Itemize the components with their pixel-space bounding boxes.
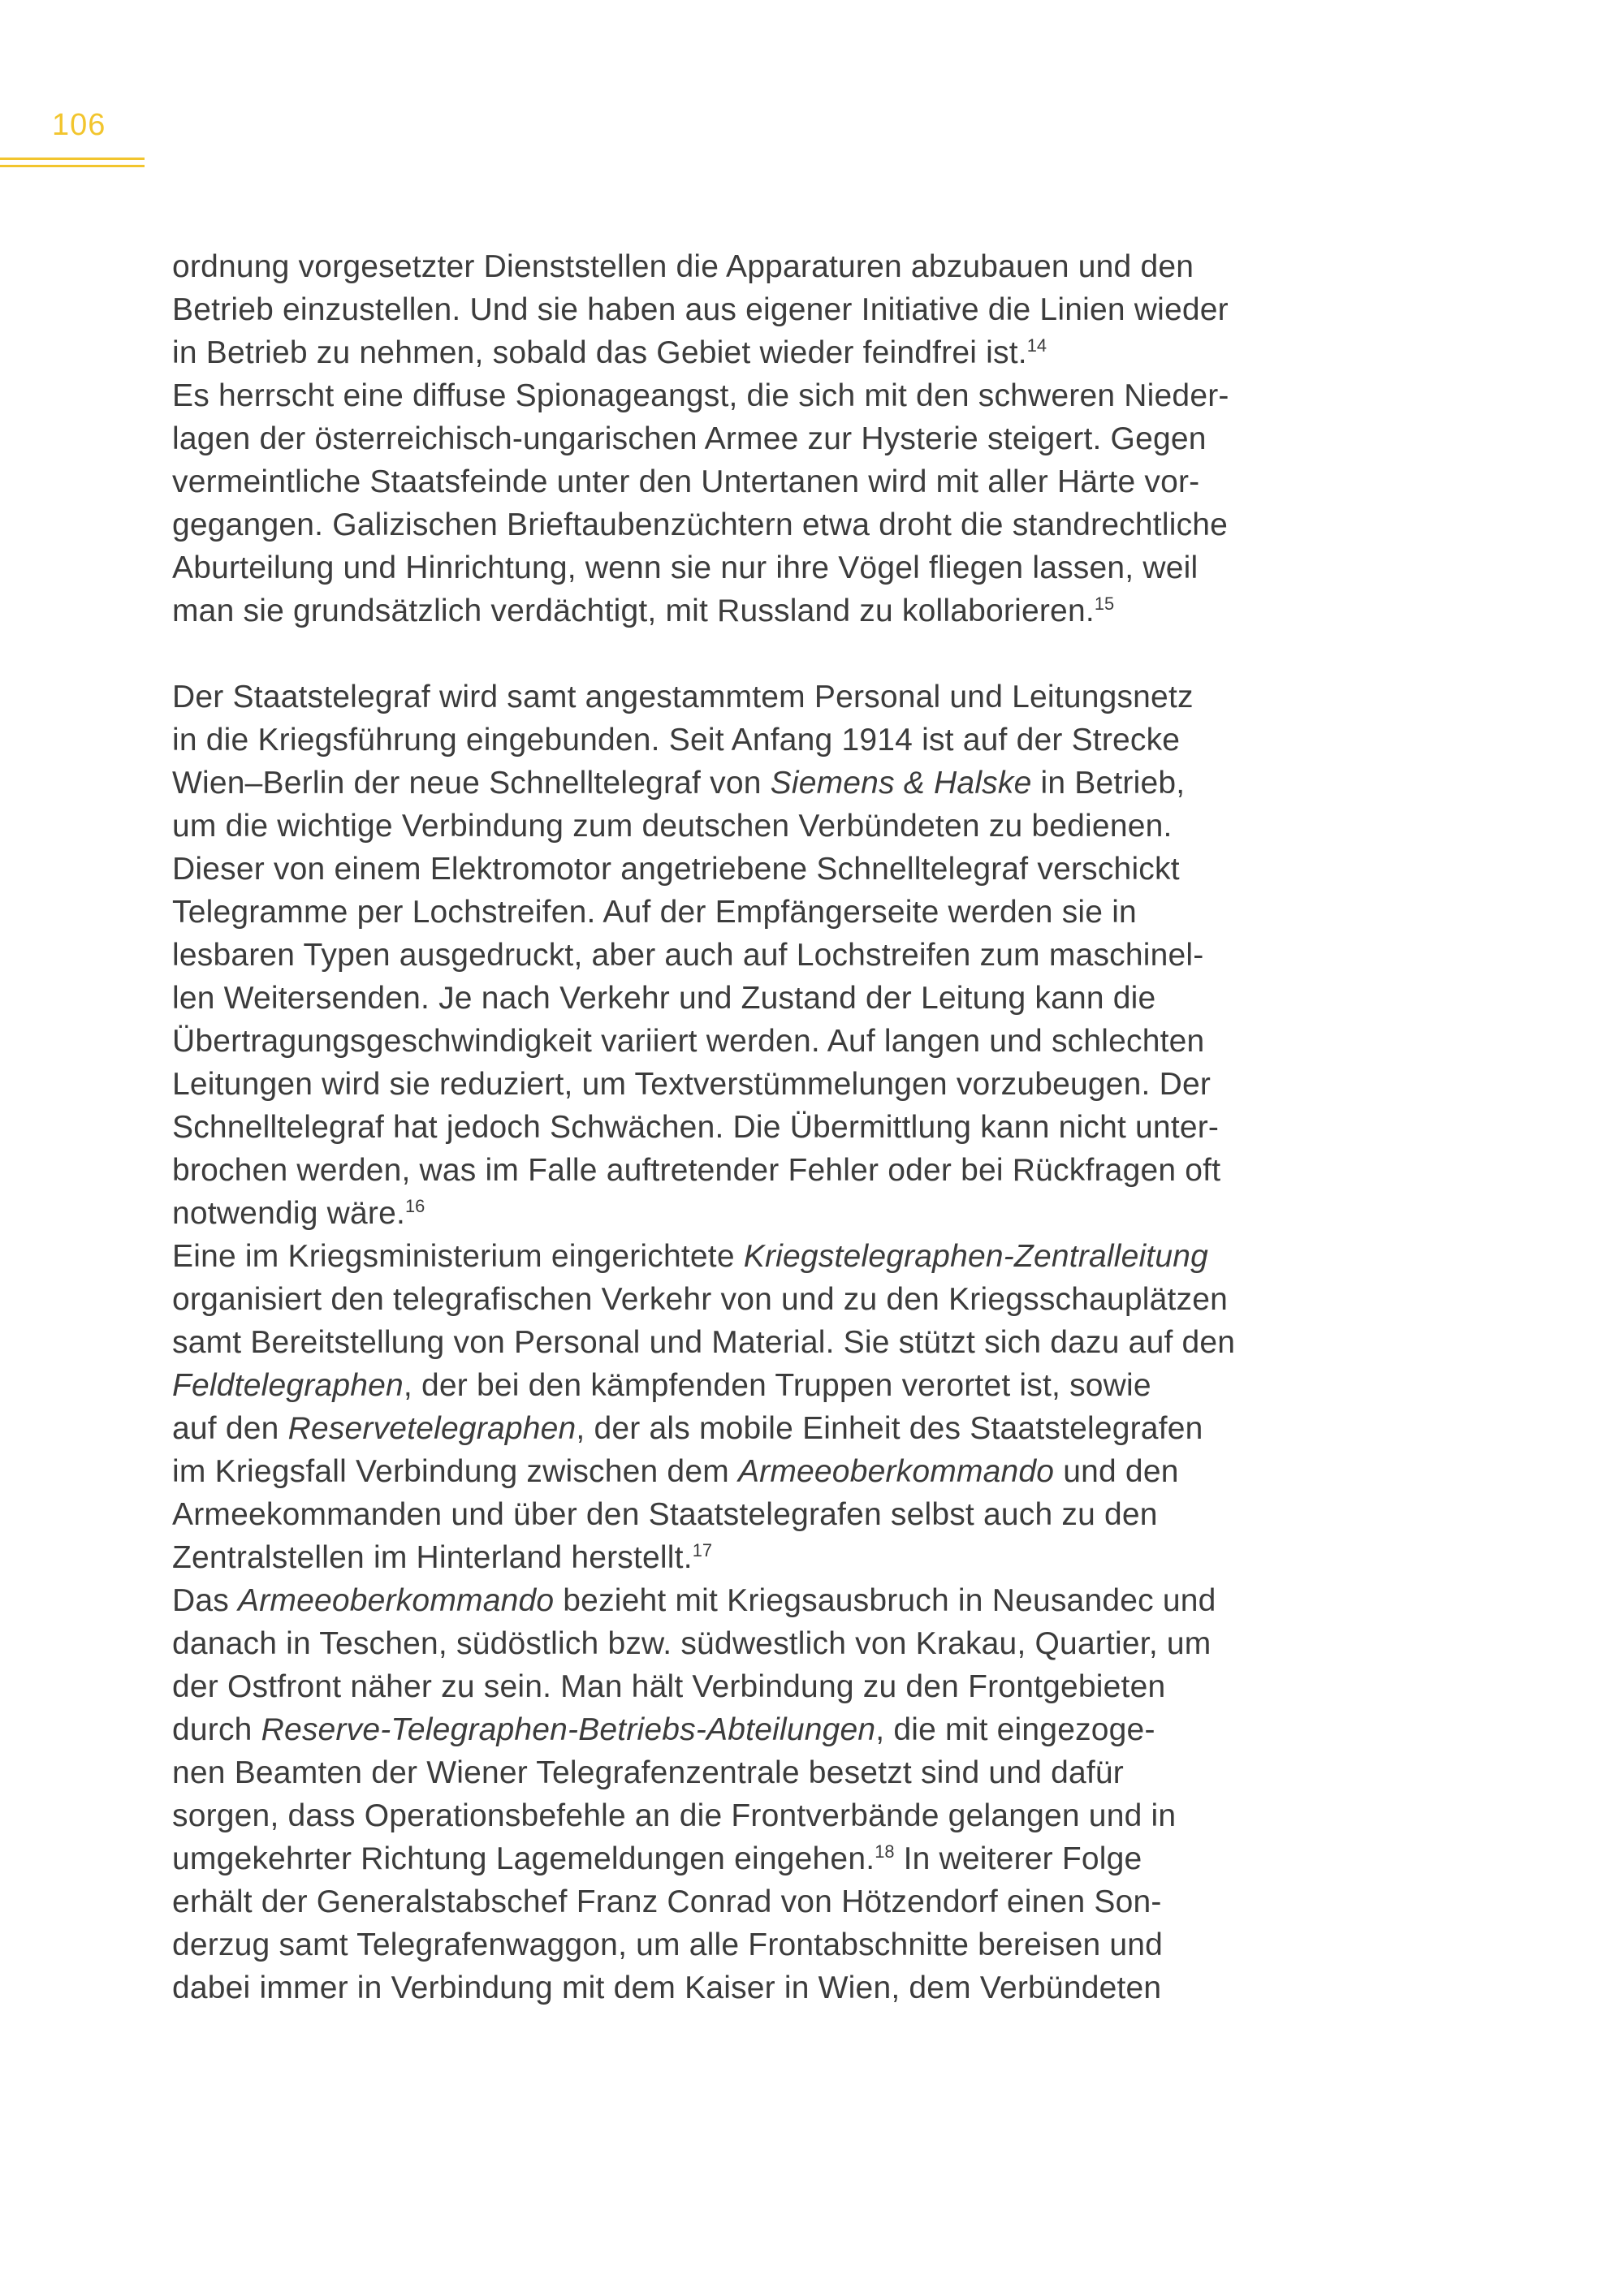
text-line bbox=[172, 1235, 1374, 1278]
text-segment: um die wichtige Verbindung zum deutschen Verbündeten zu bedienen. bbox=[172, 809, 1173, 844]
text-line bbox=[172, 503, 1374, 546]
text-line bbox=[172, 288, 1374, 331]
body-paragraph bbox=[172, 245, 1374, 374]
text-segment: Wien–Berlin der neue Schnelltelegraf von bbox=[172, 766, 771, 801]
text-segment: derzug samt Telegrafenwaggon, um alle Frontabschnitte bereisen und bbox=[172, 1927, 1164, 1962]
text-segment: Leitungen wird sie reduziert, um Textverstümmelungen vorzubeugen. Der bbox=[172, 1067, 1212, 1102]
text-line bbox=[172, 1192, 1374, 1235]
text-segment: lesbaren Typen ausgedruckt, aber auch auf Lochstreifen zum maschinel- bbox=[172, 938, 1204, 973]
footnote-ref: 18 bbox=[875, 1841, 895, 1862]
italic-term: Feldtelegraphen bbox=[172, 1368, 404, 1403]
text-segment: der Ostfront näher zu sein. Man hält Verbindung zu den Frontgebieten bbox=[172, 1669, 1166, 1704]
accent-double-rule bbox=[0, 158, 145, 167]
text-segment: samt Bereitstellung von Personal und Material. Sie stützt sich dazu auf den bbox=[172, 1325, 1236, 1360]
text-segment: Eine im Kriegsministerium eingerichtete bbox=[172, 1239, 744, 1274]
text-line bbox=[172, 1106, 1374, 1149]
page-number: 106 bbox=[52, 108, 106, 142]
italic-term: Reservetelegraphen bbox=[287, 1411, 577, 1446]
text-line bbox=[172, 1278, 1374, 1321]
text-line bbox=[172, 1020, 1374, 1063]
text-segment: vermeintliche Staatsfeinde unter den Untertanen wird mit aller Härte vor- bbox=[172, 464, 1200, 499]
text-line bbox=[172, 1450, 1374, 1493]
text-line bbox=[172, 1880, 1374, 1923]
footnote-ref: 17 bbox=[692, 1540, 713, 1560]
text-line bbox=[172, 1493, 1374, 1536]
text-line bbox=[172, 245, 1374, 288]
text-line bbox=[172, 1321, 1374, 1364]
text-segment: durch bbox=[172, 1712, 261, 1747]
body-paragraph bbox=[172, 1579, 1374, 2009]
text-segment: auf den bbox=[172, 1411, 288, 1446]
text-line bbox=[172, 1063, 1374, 1106]
footnote-ref: 15 bbox=[1094, 594, 1115, 614]
text-segment: organisiert den telegrafischen Verkehr von und zu den Kriegsschauplätzen bbox=[172, 1282, 1229, 1317]
text-segment: Aburteilung und Hinrichtung, wenn sie nur ihre Vögel fliegen lassen, weil bbox=[172, 550, 1199, 585]
text-line bbox=[172, 460, 1374, 503]
text-segment: Es herrscht eine diffuse Spionageangst, die sich mit den schweren Nieder- bbox=[172, 378, 1229, 413]
italic-term: Reserve-Telegraphen-Betriebs-Abteilungen bbox=[261, 1712, 876, 1747]
text-segment: Schnelltelegraf hat jedoch Schwächen. Die Übermittlung kann nicht unter- bbox=[172, 1110, 1220, 1145]
footnote-ref: 16 bbox=[405, 1196, 425, 1216]
text-segment: In weiterer Folge bbox=[894, 1841, 1142, 1876]
text-segment: Telegramme per Lochstreifen. Auf der Empfängerseite werden sie in bbox=[172, 895, 1137, 930]
body-paragraph bbox=[172, 1235, 1374, 1579]
text-segment: Zentralstellen im Hinterland herstellt. bbox=[172, 1540, 693, 1575]
text-segment: dabei immer in Verbindung mit dem Kaiser in Wien, dem Verbündeten bbox=[172, 1970, 1162, 2005]
text-line bbox=[172, 1407, 1374, 1450]
text-line bbox=[172, 1794, 1374, 1837]
body-paragraph bbox=[172, 374, 1374, 632]
text-line bbox=[172, 1751, 1374, 1794]
text-segment: in Betrieb, bbox=[1031, 766, 1186, 801]
text-segment: in Betrieb zu nehmen, sobald das Gebiet wieder feindfrei ist. bbox=[172, 335, 1027, 370]
text-segment: umgekehrter Richtung Lagemeldungen eingehen. bbox=[172, 1841, 875, 1876]
text-line bbox=[172, 1149, 1374, 1192]
text-line bbox=[172, 977, 1374, 1020]
text-segment: lagen der österreichisch-ungarischen Armee zur Hysterie steigert. Gegen bbox=[172, 421, 1207, 456]
text-line bbox=[172, 589, 1374, 632]
text-line bbox=[172, 676, 1374, 719]
text-segment: len Weitersenden. Je nach Verkehr und Zustand der Leitung kann die bbox=[172, 981, 1156, 1016]
text-segment: Das bbox=[172, 1583, 238, 1618]
italic-term: Armeeoberkommando bbox=[737, 1454, 1055, 1489]
text-line bbox=[172, 719, 1374, 762]
text-segment: danach in Teschen, südöstlich bzw. südwestlich von Krakau, Quartier, um bbox=[172, 1626, 1212, 1661]
text-segment: , der als mobile Einheit des Staatstelegrafen bbox=[576, 1411, 1203, 1446]
text-segment: , die mit eingezoge- bbox=[875, 1712, 1155, 1747]
text-line bbox=[172, 1923, 1374, 1966]
text-line bbox=[172, 374, 1374, 417]
text-line bbox=[172, 417, 1374, 460]
text-line bbox=[172, 934, 1374, 977]
body-paragraph bbox=[172, 676, 1374, 1235]
text-segment: sorgen, dass Operationsbefehle an die Frontverbände gelangen und in bbox=[172, 1798, 1177, 1833]
text-line bbox=[172, 546, 1374, 589]
text-line bbox=[172, 848, 1374, 891]
footnote-ref: 14 bbox=[1026, 335, 1047, 356]
text-segment: nen Beamten der Wiener Telegrafenzentrale besetzt sind und dafür bbox=[172, 1755, 1124, 1790]
text-segment: Der Staatstelegraf wird samt angestammtem Personal und Leitungsnetz bbox=[172, 680, 1194, 714]
text-segment: man sie grundsätzlich verdächtigt, mit Russland zu kollaborieren. bbox=[172, 594, 1095, 628]
text-line bbox=[172, 1364, 1374, 1407]
text-segment: und den bbox=[1054, 1454, 1179, 1489]
text-line bbox=[172, 331, 1374, 374]
text-block bbox=[172, 245, 1374, 2009]
text-segment: , der bei den kämpfenden Truppen verortet ist, sowie bbox=[403, 1368, 1151, 1403]
text-line bbox=[172, 1536, 1374, 1579]
text-line bbox=[172, 1837, 1374, 1880]
text-segment: Betrieb einzustellen. Und sie haben aus eigener Initiative die Linien wieder bbox=[172, 292, 1229, 327]
italic-term: Kriegstelegraphen-Zentralleitung bbox=[743, 1239, 1209, 1274]
text-line bbox=[172, 891, 1374, 934]
text-segment: im Kriegsfall Verbindung zwischen dem bbox=[172, 1454, 738, 1489]
text-line bbox=[172, 1622, 1374, 1665]
text-segment: Dieser von einem Elektromotor angetriebene Schnelltelegraf verschickt bbox=[172, 852, 1180, 887]
text-segment: brochen werden, was im Falle auftretender Fehler oder bei Rückfragen oft bbox=[172, 1153, 1221, 1188]
italic-term: Siemens & Halske bbox=[770, 766, 1032, 801]
text-line bbox=[172, 805, 1374, 848]
text-line bbox=[172, 762, 1374, 805]
text-segment: notwendig wäre. bbox=[172, 1196, 406, 1231]
text-segment: Übertragungsgeschwindigkeit variiert werden. Auf langen und schlechten bbox=[172, 1024, 1205, 1059]
text-line bbox=[172, 1966, 1374, 2009]
text-segment: gegangen. Galizischen Brieftaubenzüchtern etwa droht die standrechtliche bbox=[172, 507, 1229, 542]
text-segment: in die Kriegsführung eingebunden. Seit Anfang 1914 ist auf der Strecke bbox=[172, 723, 1181, 758]
text-line bbox=[172, 1579, 1374, 1622]
text-line bbox=[172, 1708, 1374, 1751]
italic-term: Armeeoberkommando bbox=[238, 1583, 555, 1618]
text-line bbox=[172, 1665, 1374, 1708]
text-segment: erhält der Generalstabschef Franz Conrad von Hötzendorf einen Son- bbox=[172, 1884, 1162, 1919]
text-segment: Armeekommanden und über den Staatstelegrafen selbst auch zu den bbox=[172, 1497, 1158, 1532]
text-segment: bezieht mit Kriegsausbruch in Neusandec und bbox=[554, 1583, 1216, 1618]
text-segment: ordnung vorgesetzter Dienststellen die Apparaturen abzubauen und den bbox=[172, 249, 1194, 284]
